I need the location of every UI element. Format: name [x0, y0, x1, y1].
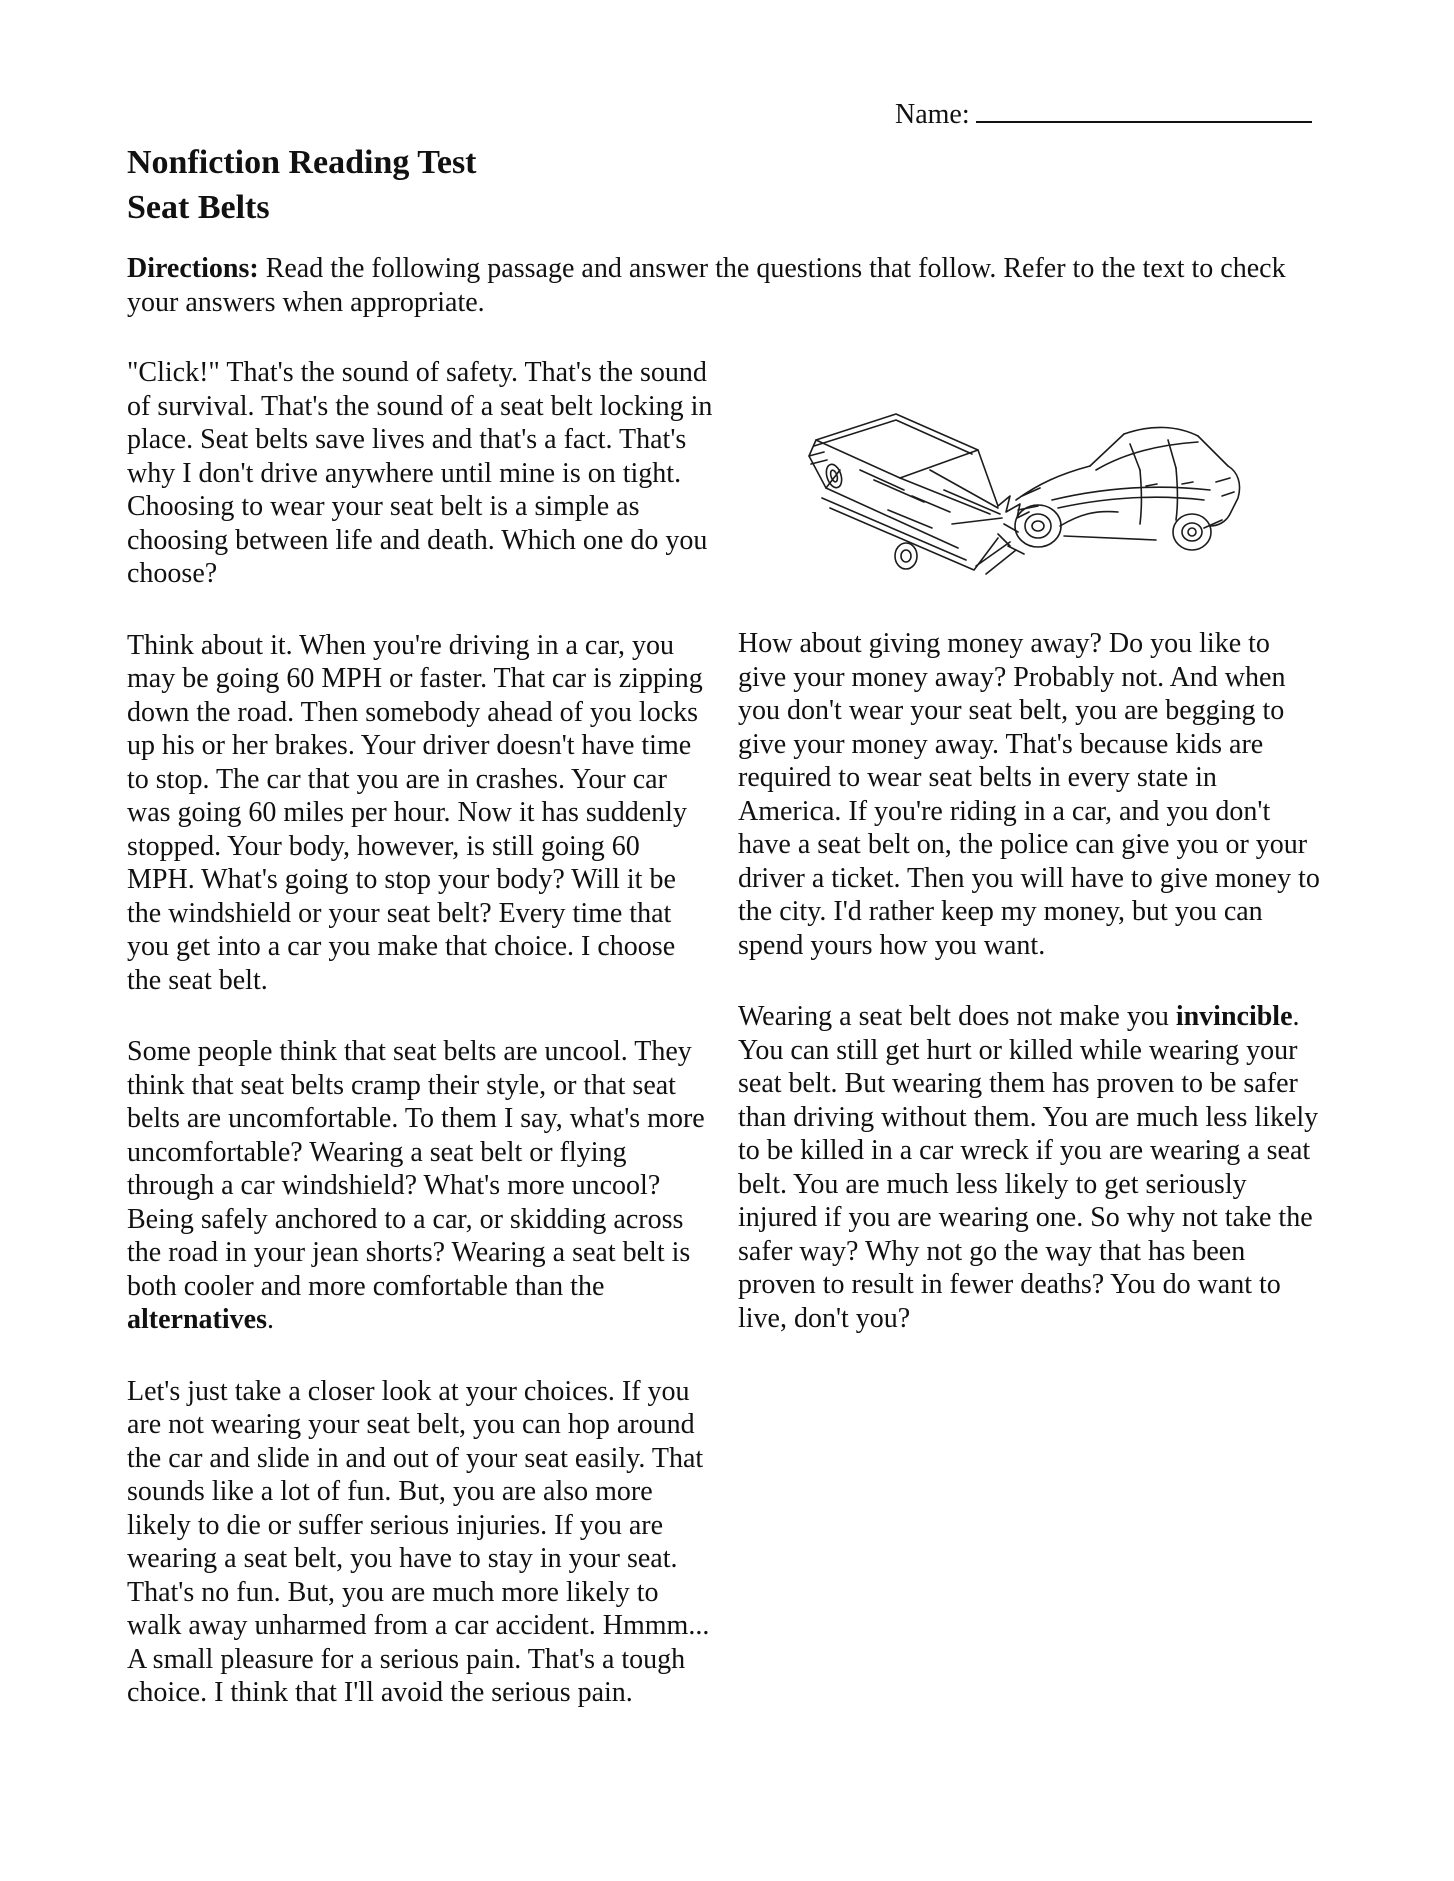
text-run: Read the following passage and answer the questions that follow. Refer to the text to check your answers when appropriate.: [127, 253, 1286, 318]
text-run: . You can still get hurt or killed while wearing your seat belt. But wearing them has proven to be safer than driving without them. You are much less likely to be killed in a car wreck if you are wearing a seat belt. You are much less likely to get seriously injured if you are wearing one. So why not take the safer way? Why not go the way that has been proven to result in fewer deaths? You do want to live, don't you?: [738, 1001, 1319, 1334]
name-blank-line: [976, 120, 1312, 123]
bold-term: invincible: [1175, 1001, 1293, 1032]
left-column: [127, 356, 713, 1748]
bold-term: alternatives: [127, 1304, 267, 1335]
passage-paragraph: [127, 356, 713, 591]
text-run: Some people think that seat belts are uncool. They think that seat belts cramp their style, or that seat belts are uncomfortable. To them I say, what's more uncomfortable? Wearing a seat belt or flying through a car windshield? What's more uncool? Being safely anchored to a car, or skidding across the road in your jean shorts? Wearing a seat belt is both cooler and more comfortable than the: [127, 1036, 705, 1302]
text-run: .: [266, 1304, 274, 1335]
text-run: Let's just take a closer look at your choices. If you are not wearing your seat belt, you can hop around the car and slide in and out of your seat easily. That sounds like a lot of fun. But, you are also more likely to die or suffer serious injuries. If you are wearing a seat belt, you have to stay in your seat. That's no fun. But, you are much more likely to walk away unharmed from a car accident. Hmmm... A small pleasure for a serious pain. That's a tough choice. I think that I'll avoid the serious pain.: [127, 1375, 710, 1708]
text-run: Think about it. When you're driving in a car, you may be going 60 MPH or faster. That car is zipping down the road. Then somebody ahead of you locks up his or her brakes. Your driver doesn't have time to stop. The car that you are in crashes. Your car was going 60 miles per hour. Now it has suddenly stopped. Your body, however, is still going 60 MPH. What's going to stop your body? Will it be the windshield or your seat belt? Every time that you get into a car you make that choice. I choose the seat belt.: [127, 629, 703, 996]
page-subtitle: Seat Belts: [127, 189, 270, 226]
name-label: Name:: [895, 99, 970, 130]
passage-paragraph: [127, 1375, 713, 1710]
name-row: [127, 98, 1322, 134]
page-title: Nonfiction Reading Test: [127, 144, 477, 181]
text-run: "Click!" That's the sound of safety. That's the sound of survival. That's the sound of a seat belt locking in place. Seat belts save lives and that's a fact. That's why I don't drive anywhere until mine is on tight. Choosing to wear your seat belt is a simple as choosing between life and death. Which one do you choose?: [127, 357, 713, 589]
bold-term: Directions:: [127, 253, 259, 284]
directions-text: [127, 252, 1322, 319]
passage-paragraph: [738, 627, 1322, 962]
car-crash-svg: [800, 408, 1252, 582]
text-run: Wearing a seat belt does not make you: [738, 1001, 1176, 1032]
passage-paragraph: [127, 629, 713, 998]
passage-paragraph: [738, 1000, 1322, 1335]
car-crash-illustration: [800, 408, 1252, 582]
text-run: How about giving money away? Do you like to give your money away? Probably not. And when you don't wear your seat belt, you are begging to give your money away. That's because kids are required to wear seat belts in every state in America. If you're riding in a car, and you don't have a seat belt on, the police can give you or your driver a ticket. Then you will have to give money to the city. I'd rather keep my money, but you can spend yours how you want.: [738, 628, 1320, 961]
passage-columns: [127, 356, 1322, 1748]
passage-paragraph: [127, 1035, 713, 1337]
right-column: [738, 356, 1322, 1748]
